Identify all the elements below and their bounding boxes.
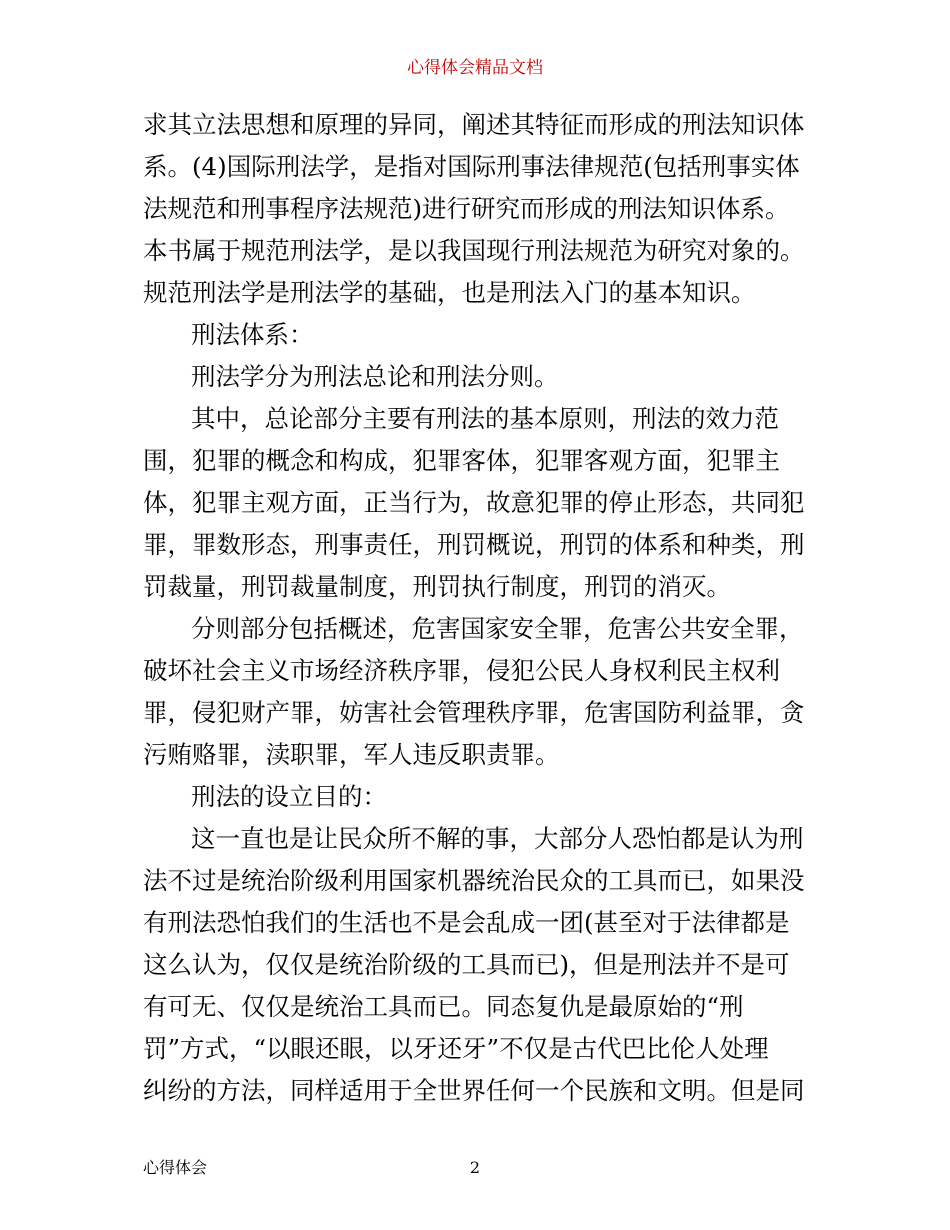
body-line-13: 分则部分包括概述，危害国家安全罪，危害公共安全罪， (191, 614, 804, 643)
body-line-19: 法不过是统治阶级利用国家机器统治民众的工具而已，如果没 (143, 866, 805, 895)
body-line-9: 围，犯罪的概念和构成，犯罪客体，犯罪客观方面，犯罪主 (143, 446, 780, 475)
body-line-16: 污贿赂罪，渎职罪，军人违反职责罪。 (143, 740, 560, 769)
body-line-10: 体，犯罪主观方面，正当行为，故意犯罪的停止形态，共同犯 (143, 488, 805, 517)
body-line-2: 系。(4)国际刑法学，是指对国际刑事法律规范(包括刑事实体 (143, 152, 800, 181)
body-line-14: 破坏社会主义市场经济秩序罪，侵犯公民人身权利民主权利 (143, 656, 780, 685)
body-line-3: 法规范和刑事程序法规范)进行研究而形成的刑法知识体系。 (143, 194, 790, 223)
body-line-21: 这么认为，仅仅是统治阶级的工具而已)，但是刑法并不是可 (143, 950, 790, 979)
document-body (143, 104, 813, 1112)
body-line-8: 其中，总论部分主要有刑法的基本原则，刑法的效力范 (191, 404, 779, 433)
body-line-22: 有可无、仅仅是统治工具而已。同态复仇是最原始的“刑 (143, 992, 744, 1021)
body-line-23: 罚”方式，“以眼还眼，以牙还牙”不仅是古代巴比伦人处理 (143, 1034, 769, 1063)
body-line-18: 这一直也是让民众所不解的事，大部分人恐怕都是认为刑 (191, 824, 804, 853)
body-line-24: 纠纷的方法，同样适用于全世界任何一个民族和文明。但是同 (143, 1076, 805, 1105)
body-line-7: 刑法学分为刑法总论和刑法分则。 (191, 362, 559, 391)
page-footer (0, 1156, 950, 1180)
body-line-11: 罪，罪数形态，刑事责任，刑罚概说，刑罚的体系和种类，刑 (143, 530, 805, 559)
section-heading-purpose: 刑法的设立目的： (191, 782, 387, 811)
body-line-15: 罪，侵犯财产罪，妨害社会管理秩序罪，危害国防利益罪，贪 (143, 698, 805, 727)
page-header: 心得体会精品文档 (407, 58, 543, 78)
body-line-12: 罚裁量，刑罚裁量制度，刑罚执行制度，刑罚的消灭。 (143, 572, 731, 601)
body-line-5: 规范刑法学是刑法学的基础，也是刑法入门的基本知识。 (143, 278, 756, 307)
body-line-4: 本书属于规范刑法学，是以我国现行刑法规范为研究对象的。 (143, 236, 805, 265)
footer-label: 心得体会 (143, 1158, 208, 1177)
section-heading-criminal-law-system: 刑法体系： (191, 320, 314, 349)
body-line-20: 有刑法恐怕我们的生活也不是会乱成一团(甚至对于法律都是 (143, 908, 790, 937)
body-line-1: 求其立法思想和原理的异同，阐述其特征而形成的刑法知识体 (143, 110, 805, 139)
page-number: 2 (469, 1158, 481, 1177)
